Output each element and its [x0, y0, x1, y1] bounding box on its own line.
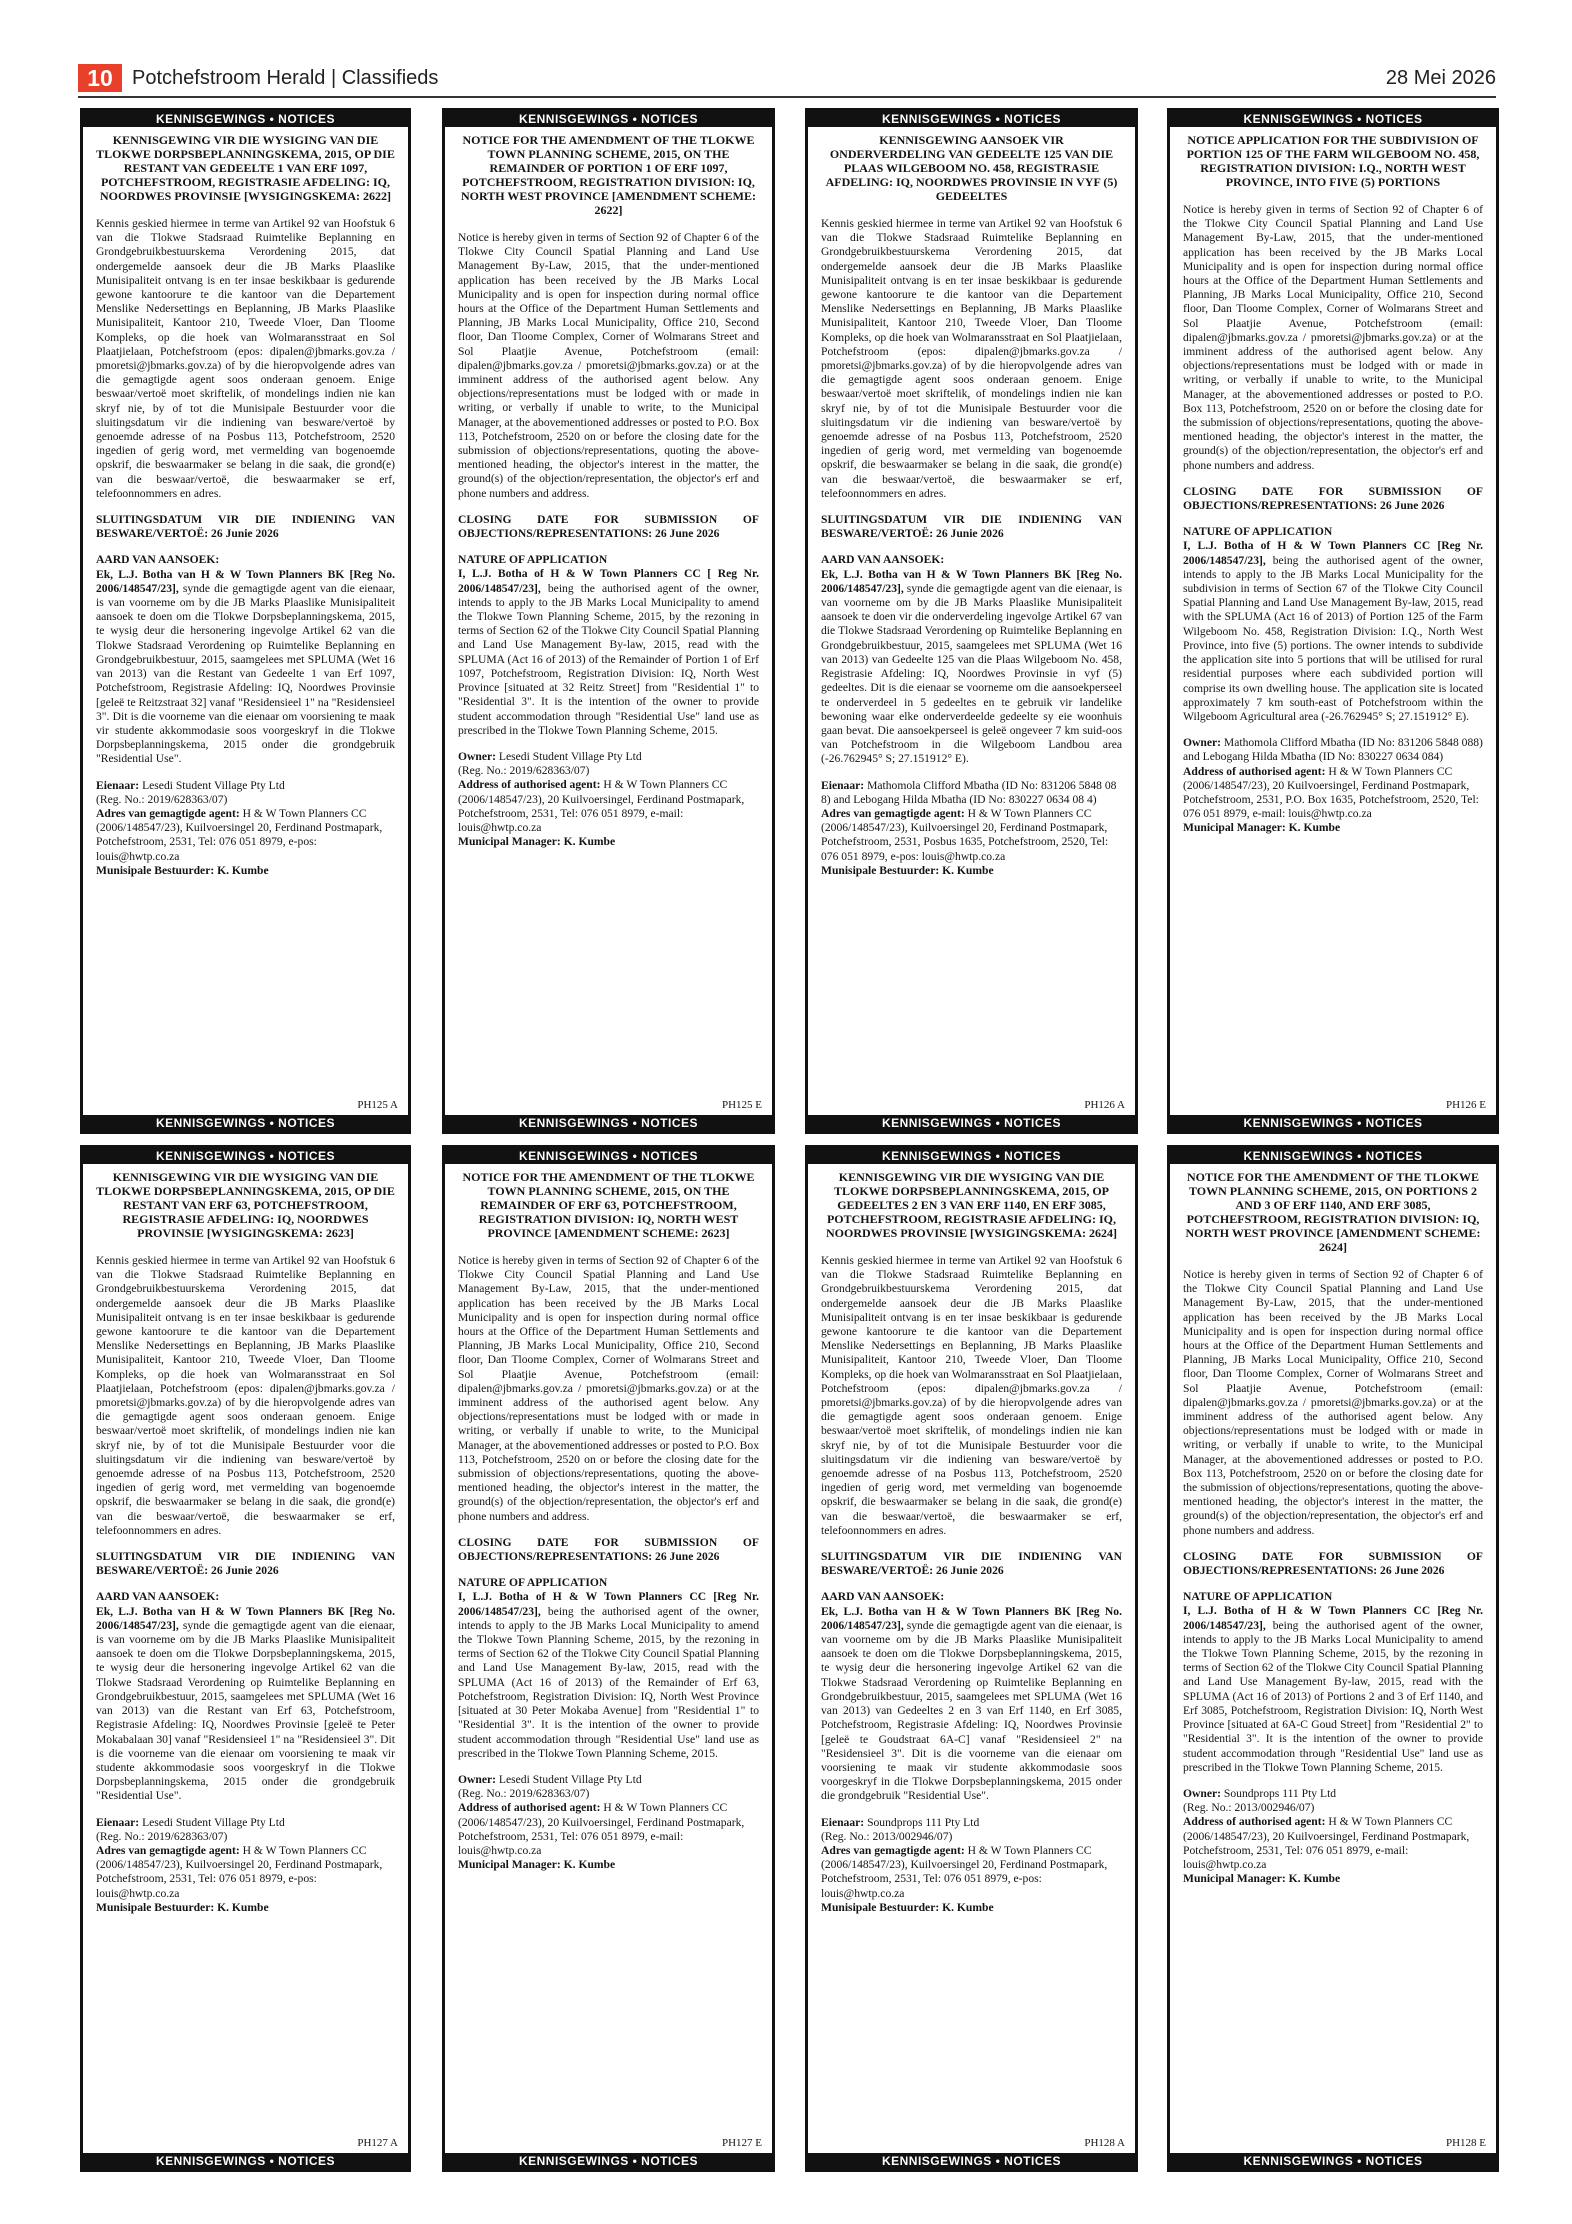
- agent-label: Address of authorised agent:: [1183, 1815, 1326, 1829]
- header-rule: [78, 96, 1496, 98]
- application-lead: Ek, L.J. Botha van H & W Town Planners BK [Reg No. 2006/148547/23],: [821, 567, 1122, 595]
- notice-paragraph: Notice is hereby given in terms of Section 92 of Chapter 6 of the Tlokwe City Council Spatial Planning and Land Use Management By-Law, 2015, that the under-mentioned application has been received by the JB Marks Local Municipality and is open for inspection during normal office hours at the Office of the Department Human Settlements and Planning, JB Marks Local Municipality, Office 210, Second floor, Dan Tloome Complex, Corner of Wolmarans Street and Sol Plaatjie Avenue, Potchefstroom (email: dipalen@jbmarks.gov.za / pmoretsi@jbmarks.gov.za) or at the imminent address of the authorised agent below. Any objections/representations must be lodged with or made in writing, or verbally if unable to write, to the Municipal Manager, at the abovementioned addresses or posted to P.O. Box 113, Potchefstroom, 2520 on or before the closing date for the submission of objections/representations, quoting the above-mentioned heading, the objector's interest in the matter, the ground(s) of the objection/representation, the objector's erf and phone numbers and address.: [458, 231, 759, 500]
- page-number: 10: [78, 64, 122, 92]
- application-heading: NATURE OF APPLICATION: [1183, 525, 1333, 539]
- notices-banner-bottom: KENNISGEWINGS • NOTICES: [1170, 2153, 1496, 2169]
- municipal-manager: Municipal Manager: K. Kumbe: [458, 835, 616, 849]
- application-text: synde die gemagtigde agent van die eienaar, is van voorneme om by die JB Marks Plaaslike Munisipaliteit aansoek te doen om die Tlokwe Dorpsbeplanningskema, 2015, te wysig deur die hersonering ingevolge Artikel 62 van die Tlokwe Stadsraad Verordening op Ruimtelike Beplanning en Grondgebruikbestuur, 2015, saamgelees met SPLUMA (Wet 16 van 2013) van Gedeeltes 2 en 3 van Erf 1140, en Erf 3085, Potchefstroom, Registrasie Afdeling: IQ, Noordwes Provinsie [geleë te Goudstraat 6A-C] vanaf "Residensieel 2" na "Residensieel 3". Dit is die voorneme van die eienaar om voorsiening te maak vir studente akkommodasie soos voorgeskryf in die Tlokwe Dorpsbeplanningskema, 2015 onder die grondgebruik "Residential Use".: [821, 1618, 1122, 1803]
- municipal-manager: Munisipale Bestuurder: K. Kumbe: [96, 1900, 269, 1914]
- closing-date: CLOSING DATE FOR SUBMISSION OF OBJECTIONS/REPRESENTATIONS: 26 June 2026: [1183, 484, 1483, 513]
- publication-title: Potchefstroom Herald | Classifieds: [132, 67, 439, 89]
- notices-banner-bottom: KENNISGEWINGS • NOTICES: [83, 1115, 408, 1131]
- agent-label: Adres van gemagtigde agent:: [821, 806, 965, 820]
- municipal-manager: Municipal Manager: K. Kumbe: [458, 1858, 616, 1872]
- notice-paragraph: Kennis geskied hiermee in terme van Artikel 92 van Hoofstuk 6 van die Tlokwe Stadsraad Ruimtelike Beplanning en Grondgebruikbestuurskema Verordening 2015, dat ondergemelde aansoek deur die JB Marks Plaaslike Munisipaliteit ontvang is en ter insae beskikbaar is gedurende gewone kantoorure te die kantoor van die Departement Menslike Nedersettings en Beplanning, JB Marks Plaaslike Munisipaliteit, Kantoor 210, Tweede Vloer, Dan Tloome Kompleks, op die hoek van Wolmaransstraat en Sol Plaatjielaan, Potchefstroom (epos: dipalen@jbmarks.gov.za / pmoretsi@jbmarks.gov.za) of by die hieropvolgende adres van die gemagtigde agent soos onderaan genoem. Enige beswaar/vertoë moet skriftelik, of mondelings indien nie kan skryf nie, by of tot die Munisipale Bestuurder voor die sluitingsdatum vir die indiening van besware/vertoë by genoemde adresse of na Posbus 113, Potchefstroom, 2520 ingedien of gerig word, met vermelding van bogenoemde opskrif, die beswaarmaker se belang in die saak, die grond(e) van die beswaar/vertoë, die beswaarmaker se erf, telefoonnommers en adres.: [821, 1254, 1122, 1537]
- agent-address: H & W Town Planners CC (2006/148547/23), 20 Kuilvoersingel, Ferdinand Postmapark, Potchefstroom, 2531, Tel: 076 051 8979, e-mail: louis@hwtp.co.za: [458, 1801, 745, 1857]
- registration-number: (Reg. No.: 2013/002946/07): [821, 1829, 953, 1843]
- application-text: synde die gemagtigde agent van die eienaar, is van voorneme om by die JB Marks Plaaslike Munisipaliteit aansoek te doen om die Tlokwe Dorpsbeplanningskema, 2015, te wysig deur die hersonering ingevolge Artikel 62 van die Tlokwe Stadsraad Verordening op Ruimtelike Beplanning en Grondgebruikbestuur, 2015, saamgelees met SPLUMA (Wet 16 van 2013) van die Restant van Gedeelte 1 van Erf 1097, Potchefstroom, Registrasie Afdeling: IQ, Noordwes Provinsie [geleë te Reitzstraat 32] vanaf "Residensieel 1" na "Residensieel 3". Dit is die voorneme van die eienaar om voorsiening te maak vir studente akkommodasie soos voorgeskryf in die Tlokwe Dorpsbeplanningskema, 2015 onder die grondgebruik "Residential Use".: [96, 581, 395, 766]
- notices-banner-bottom: KENNISGEWINGS • NOTICES: [445, 2153, 772, 2169]
- notice-reference: PH126 A: [1084, 1099, 1125, 1111]
- closing-date: CLOSING DATE FOR SUBMISSION OF OBJECTIONS/REPRESENTATIONS: 26 June 2026: [1183, 1549, 1483, 1578]
- notice-body: [83, 1164, 408, 1915]
- application-lead: Ek, L.J. Botha van H & W Town Planners BK [Reg No. 2006/148547/23],: [821, 1604, 1122, 1632]
- owner-name: Lesedi Student Village Pty Ltd: [498, 1772, 642, 1786]
- issue-date: 28 Mei 2026: [1385, 67, 1496, 89]
- agent-address: H & W Town Planners CC (2006/148547/23), Kuilvoersingel 20, Ferdinand Postmapark, Potchefstroom, 2531, Tel: 076 051 8979, e-pos: louis@hwtp.co.za: [96, 806, 383, 863]
- municipal-manager: Munisipale Bestuurder: K. Kumbe: [96, 863, 269, 877]
- notice-paragraph: Notice is hereby given in terms of Section 92 of Chapter 6 of the Tlokwe City Council Spatial Planning and Land Use Management By-Law, 2015, that the under-mentioned application has been received by the JB Marks Local Municipality and is open for inspection during normal office hours at the Office of the Department Human Settlements and Planning, JB Marks Local Municipality, Office 210, Second floor, Dan Tloome Complex, Corner of Wolmarans Street and Sol Plaatjie Avenue, Potchefstroom (email: dipalen@jbmarks.gov.za / pmoretsi@jbmarks.gov.za) or at the imminent address of the authorised agent below. Any objections/representations must be lodged with or made in writing, or verbally if unable to write, to the Municipal Manager, at the abovementioned addresses or posted to P.O. Box 113, Potchefstroom, 2520 on or before the closing date for the submission of objections/representations, quoting the above-mentioned heading, the objector's interest in the matter, the ground(s) of the objection/representation, the objector's erf and phone numbers and address.: [1183, 1268, 1483, 1537]
- application-lead: Ek, L.J. Botha van H & W Town Planners BK [Reg No. 2006/148547/23],: [96, 1604, 395, 1632]
- notice-body: [1170, 127, 1496, 836]
- municipal-manager: Municipal Manager: K. Kumbe: [1183, 1872, 1341, 1886]
- notice-body: [808, 127, 1135, 878]
- page-header: [78, 64, 1496, 94]
- agent-address: H & W Town Planners CC (2006/148547/23), 20 Kuilvoersingel, Ferdinand Postmapark, Potchefstroom, 2531, Tel: 076 051 8979, e-mail: louis@hwtp.co.za: [458, 778, 745, 834]
- notices-banner-bottom: KENNISGEWINGS • NOTICES: [83, 2153, 408, 2169]
- municipal-manager: Munisipale Bestuurder: K. Kumbe: [821, 863, 994, 877]
- notice-paragraph: Kennis geskied hiermee in terme van Artikel 92 van Hoofstuk 6 van die Tlokwe Stadsraad Ruimtelike Beplanning en Grondgebruikbestuurskema Verordening 2015, dat ondergemelde aansoek deur die JB Marks Plaaslike Munisipaliteit ontvang is en ter insae beskikbaar is gedurende gewone kantoorure te die kantoor van die Departement Menslike Nedersettings en Beplanning, JB Marks Plaaslike Munisipaliteit, Kantoor 210, Tweede Vloer, Dan Tloome Kompleks, op die hoek van Wolmaransstraat en Sol Plaatjielaan, Potchefstroom (epos: dipalen@jbmarks.gov.za / pmoretsi@jbmarks.gov.za) of by die hieropvolgende adres van die gemagtigde agent soos onderaan genoem. Enige beswaar/vertoë moet skriftelik, of mondelings indien nie kan skryf nie, by of tot die Munisipale Bestuurder voor die sluitingsdatum vir die indiening van besware/vertoë by genoemde adresse of na Posbus 113, Potchefstroom, 2520 ingedien of gerig word, met vermelding van bogenoemde opskrif, die beswaarmaker se belang in die saak, die grond(e) van die beswaar/vertoë, die beswaarmaker se erf, telefoonnommers en adres.: [821, 217, 1122, 500]
- application-heading: AARD VAN AANSOEK:: [821, 553, 945, 567]
- notice-paragraph: Kennis geskied hiermee in terme van Artikel 92 van Hoofstuk 6 van die Tlokwe Stadsraad Ruimtelike Beplanning en Grondgebruikbestuurskema Verordening 2015, dat ondergemelde aansoek deur die JB Marks Plaaslike Munisipaliteit ontvang is en ter insae beskikbaar is gedurende gewone kantoorure te die kantoor van die Departement Menslike Nedersettings en Beplanning, JB Marks Plaaslike Munisipaliteit, Kantoor 210, Tweede Vloer, Dan Tloome Kompleks, op die hoek van Wolmaransstraat en Sol Plaatjielaan, Potchefstroom (epos: dipalen@jbmarks.gov.za / pmoretsi@jbmarks.gov.za) of by die hieropvolgende adres van die gemagtigde agent soos onderaan genoem. Enige beswaar/vertoë moet skriftelik, of mondelings indien nie kan skryf nie, by of tot die Munisipale Bestuurder voor die sluitingsdatum vir die indiening van besware/vertoë by genoemde adresse of na Posbus 113, Potchefstroom, 2520 ingedien of gerig word, met vermelding van bogenoemde opskrif, die beswaarmaker se belang in die saak, die grond(e) van die beswaar/vertoë, die beswaarmaker se erf, telefoonnommers en adres.: [96, 1254, 395, 1537]
- closing-date: SLUITINGSDATUM VIR DIE INDIENING VAN BESWARE/VERTOË: 26 Junie 2026: [96, 1550, 395, 1578]
- owner-name: Lesedi Student Village Pty Ltd: [142, 1815, 285, 1829]
- application-lead: I, L.J. Botha of H & W Town Planners CC [Reg Nr. 2006/148547/23],: [1183, 539, 1483, 567]
- notice-box: [805, 1145, 1138, 2172]
- closing-date: SLUITINGSDATUM VIR DIE INDIENING VAN BESWARE/VERTOË: 26 Junie 2026: [96, 513, 395, 541]
- agent-address: H & W Town Planners CC (2006/148547/23), Kuilvoersingel 20, Ferdinand Postmapark, Potchefstroom, 2531, Tel: 076 051 8979, e-pos: louis@hwtp.co.za: [821, 1843, 1108, 1900]
- agent-label: Address of authorised agent:: [1183, 764, 1326, 778]
- notice-box: [805, 108, 1138, 1134]
- notice-title: KENNISGEWING AANSOEK VIR ONDERVERDELING VAN GEDEELTE 125 VAN DIE PLAAS WILGEBOOM NO. 458, REGISTRASIE AFDELING: IQ, NOORDWES PROVINSIE IN VYF (5) GEDEELTES: [825, 133, 1118, 203]
- application-heading: AARD VAN AANSOEK:: [96, 553, 220, 567]
- application-lead: I, L.J. Botha of H & W Town Planners CC [Reg Nr. 2006/148547/23],: [1183, 1604, 1483, 1632]
- owner-name: Soundprops 111 Pty Ltd: [1223, 1786, 1337, 1800]
- closing-date: SLUITINGSDATUM VIR DIE INDIENING VAN BESWARE/VERTOË: 26 Junie 2026: [821, 1550, 1122, 1578]
- notice-title: KENNISGEWING VIR DIE WYSIGING VAN DIE TLOKWE DORPSBEPLANNINGSKEMA, 2015, OP GEDEELTES 2 EN 3 VAN ERF 1140, EN ERF 3085, POTCHEFSTROOM, REGISTRASIE AFDELING: IQ, NOORDWES PROVINSIE [WYSIGINGSKEMA: 2624]: [825, 1170, 1118, 1240]
- notice-body: [808, 1164, 1135, 1915]
- notice-body: [445, 1164, 772, 1872]
- application-text: being the authorised agent of the owner, intends to apply to the JB Marks Local Municipality to amend the Tlokwe Town Planning Scheme, 2015, by the rezoning in terms of Section 62 of the Tlokwe City Council Spatial Planning and Land Use Management By-law, 2015, read with the SPLUMA (Act 16 of 2013) of Portions 2 and 3 of Erf 1140, and Erf 3085, Potchefstroom, Registration Division: IQ, North West Province [situated at 6A-C Goud Street] from "Residential 2" to "Residential 3". It is the intention of the owner to provide student accommodation through "Residential Use" land use as prescribed in the Tlokwe Town Planning Scheme, 2015.: [1183, 1618, 1483, 1774]
- agent-label: Address of authorised agent:: [458, 778, 601, 792]
- notice-reference: PH127 A: [357, 2137, 398, 2149]
- closing-date: SLUITINGSDATUM VIR DIE INDIENING VAN BESWARE/VERTOË: 26 Junie 2026: [821, 513, 1122, 541]
- application-text: being the authorised agent of the owner, intends to apply to the JB Marks Local Municipality to amend the Tlokwe Town Planning Scheme, 2015, by the rezoning in terms of Section 62 of the Tlokwe City Council Spatial Planning and Land Use Management By-law, 2015, read with the SPLUMA (Act 16 of 2013) of the Remainder of Portion 1 of Erf 1097, Potchefstroom, Registration Division: IQ, North West Province [situated at 32 Reitz Street] from "Residential 1" to "Residential 3". It is the intention of the owner to provide student accommodation through "Residential Use" land use as prescribed in the Tlokwe Town Planning Scheme, 2015.: [458, 581, 759, 737]
- owner-label: Owner:: [458, 749, 496, 763]
- application-text: synde die gemagtigde agent van die eienaar, is van voorneme om by die JB Marks Plaaslike Munisipaliteit aansoek te doen vir die onderverdeling ingevolge Artikel 67 van die Tlokwe Stadsraad Verordening op Ruimtelike Beplanning en Grondgebruikbestuur, 2015, saamgelees met SPLUMA (Wet 16 van 2013) van Gedeelte 125 van die Plaas Wilgeboom No. 458, Registrasie Afdeling: IQ, Noordwes Provinsie in vyf (5) gedeeltes. Dit is die eienaar se voorneme om die aansoekperseel te onderverdeel in 5 gedeeltes en te gebruik vir landelike bewoning waar elke onderverdeelde gedeelte sy eie woonhuis gaan bevat. Die aansoekperseel is geleë ongeveer 7 km suid-oos van Potchefstroom in die Wilgeboom Landbou area (-26.762945° S; 27.151912° E).: [821, 581, 1122, 766]
- agent-address: H & W Town Planners CC (2006/148547/23), Kuilvoersingel 20, Ferdinand Postmapark, Potchefstroom, 2531, Tel: 076 051 8979, e-pos: louis@hwtp.co.za: [96, 1843, 383, 1900]
- notice-paragraph: Kennis geskied hiermee in terme van Artikel 92 van Hoofstuk 6 van die Tlokwe Stadsraad Ruimtelike Beplanning en Grondgebruikbestuurskema Verordening 2015, dat ondergemelde aansoek deur die JB Marks Plaaslike Munisipaliteit ontvang is en ter insae beskikbaar is gedurende gewone kantoorure te die kantoor van die Departement Menslike Nedersettings en Beplanning, JB Marks Plaaslike Munisipaliteit, Kantoor 210, Tweede Vloer, Dan Tloome Kompleks, op die hoek van Wolmaransstraat en Sol Plaatjielaan, Potchefstroom (epos: dipalen@jbmarks.gov.za / pmoretsi@jbmarks.gov.za) of by die hieropvolgende adres van die gemagtigde agent soos onderaan genoem. Enige beswaar/vertoë moet skriftelik, of mondelings indien nie kan skryf nie, by of tot die Munisipale Bestuurder voor die sluitingsdatum vir die indiening van besware/vertoë by genoemde adresse of na Posbus 113, Potchefstroom, 2520 ingedien of gerig word, met vermelding van bogenoemde opskrif, die beswaarmaker se belang in die saak, die grond(e) van die beswaar/vertoë, die beswaarmaker se erf, telefoonnommers en adres.: [96, 217, 395, 500]
- owner-name: Mathomola Clifford Mbatha (ID No: 831206 5848 088) and Lebogang Hilda Mbatha (ID No: 830227 0634 084): [1183, 736, 1483, 764]
- notice-box: [442, 108, 775, 1134]
- notice-reference: PH128 A: [1084, 2137, 1125, 2149]
- notice-box: [442, 1145, 775, 2172]
- notices-banner-top: KENNISGEWINGS • NOTICES: [808, 111, 1135, 127]
- application-heading: AARD VAN AANSOEK:: [821, 1590, 945, 1604]
- agent-label: Adres van gemagtigde agent:: [821, 1843, 965, 1857]
- application-text: synde die gemagtigde agent van die eienaar, is van voorneme om by die JB Marks Plaaslike Munisipaliteit aansoek te doen om die Tlokwe Dorpsbeplanningskema, 2015, te wysig deur die hersonering ingevolge Artikel 62 van die Tlokwe Stadsraad Verordening op Ruimtelike Beplanning en Grondgebruikbestuur, 2015, saamgelees met SPLUMA (Wet 16 van 2013) van die Restant van Erf 63, Potchefstroom, Registrasie Afdeling: IQ, Noordwes Provinsie [geleë te Peter Mokabalaan 30] vanaf "Residensieel 1" na "Residensieel 3". Dit is die voorneme van die eienaar om voorsiening te maak vir studente akkommodasie soos voorgeskryf in die Tlokwe Dorpsbeplanningskema, 2015 onder die grondgebruik "Residential Use".: [96, 1618, 395, 1803]
- notice-title: KENNISGEWING VIR DIE WYSIGING VAN DIE TLOKWE DORPSBEPLANNINGSKEMA, 2015, OP DIE RESTANT VAN ERF 63, POTCHEFSTROOM, REGISTRASIE AFDELING: IQ, NOORDWES PROVINSIE [WYSIGINGSKEMA: 2623]: [96, 1170, 395, 1240]
- notices-banner-bottom: KENNISGEWINGS • NOTICES: [445, 1115, 772, 1131]
- registration-number: (Reg. No.: 2013/002946/07): [1183, 1801, 1315, 1815]
- closing-date: CLOSING DATE FOR SUBMISSION OF OBJECTIONS/REPRESENTATIONS: 26 June 2026: [458, 1535, 759, 1564]
- owner-label: Eienaar:: [821, 778, 865, 792]
- registration-number: (Reg. No.: 2019/628363/07): [96, 1829, 228, 1843]
- municipal-manager: Munisipale Bestuurder: K. Kumbe: [821, 1900, 994, 1914]
- notices-banner-top: KENNISGEWINGS • NOTICES: [445, 111, 772, 127]
- application-heading: AARD VAN AANSOEK:: [96, 1590, 220, 1604]
- notice-box: [1167, 1145, 1499, 2172]
- municipal-manager: Municipal Manager: K. Kumbe: [1183, 821, 1341, 835]
- application-heading: NATURE OF APPLICATION: [458, 553, 608, 567]
- notice-reference: PH125 E: [721, 1099, 762, 1111]
- registration-number: (Reg. No.: 2019/628363/07): [96, 792, 228, 806]
- owner-name: Lesedi Student Village Pty Ltd: [498, 749, 642, 763]
- owner-label: Owner:: [1183, 1786, 1221, 1800]
- notice-title: NOTICE APPLICATION FOR THE SUBDIVISION OF PORTION 125 OF THE FARM WILGEBOOM NO. 458, REGISTRATION DIVISION: I.Q., NORTH WEST PROVINCE, INTO FIVE (5) PORTIONS: [1186, 133, 1480, 189]
- registration-number: (Reg. No.: 2019/628363/07): [458, 1787, 590, 1801]
- application-lead: I, L.J. Botha of H & W Town Planners CC [ Reg Nr. 2006/148547/23],: [458, 567, 759, 595]
- agent-address: H & W Town Planners CC (2006/148547/23), 20 Kuilvoersingel, Ferdinand Postmapark, Potchefstroom, 2531, P.O. Box 1635, Potchefstroom, 2520, Tel: 076 051 8979, e-mail: louis@hwtp.co.za: [1183, 764, 1479, 821]
- notice-reference: PH125 A: [357, 1099, 398, 1111]
- notice-body: [445, 127, 772, 849]
- application-heading: NATURE OF APPLICATION: [1183, 1590, 1333, 1604]
- notice-reference: PH127 E: [721, 2137, 762, 2149]
- agent-address: H & W Town Planners CC (2006/148547/23), Kuilvoersingel 20, Ferdinand Postmapark, Potchefstroom, 2531, Posbus 1635, Potchefstroom, 2520, Tel: 076 051 8979, e-pos: louis@hwtp.co.za: [821, 806, 1109, 863]
- owner-label: Eienaar:: [821, 1815, 865, 1829]
- agent-label: Adres van gemagtigde agent:: [96, 1843, 240, 1857]
- agent-label: Adres van gemagtigde agent:: [96, 806, 240, 820]
- registration-number: (Reg. No.: 2019/628363/07): [458, 764, 590, 778]
- notice-box: [80, 1145, 411, 2172]
- notices-banner-top: KENNISGEWINGS • NOTICES: [808, 1148, 1135, 1164]
- owner-label: Owner:: [1183, 736, 1221, 750]
- agent-label: Address of authorised agent:: [458, 1801, 601, 1815]
- notice-box: [80, 108, 411, 1134]
- owner-label: Eienaar:: [96, 778, 140, 792]
- notice-title: KENNISGEWING VIR DIE WYSIGING VAN DIE TLOKWE DORPSBEPLANNINGSKEMA, 2015, OP DIE RESTANT VAN GEDEELTE 1 VAN ERF 1097, POTCHEFSTROOM, REGISTRASIE AFDELING: IQ, NOORDWES PROVINSIE [WYSIGINGSKEMA: 2622]: [96, 133, 395, 203]
- owner-name: Lesedi Student Village Pty Ltd: [142, 778, 285, 792]
- application-text: being the authorised agent of the owner, intends to apply to the JB Marks Local Municipality for the subdivision in terms of Section 67 of the Tlokwe City Council Spatial Planning and Land Use Management By-law, 2015, read with the SPLUMA (Act 16 of 2013) of Portion 125 of the Farm Wilgeboom No. 458, Registration Division: I.Q., North West Province, into five (5) portions. The owner intends to subdivide the application site into 5 portions that will be utilised for rural residential purposes where each subdivided portion will comprise its own dwelling house. The application site is located approximately 7 km south-east of Potchefstroom within the Wilgeboom Agricultural area (-26.762945° S; 27.151912° E).: [1183, 553, 1483, 723]
- notice-reference: PH128 E: [1445, 2137, 1486, 2149]
- notice-body: [83, 127, 408, 878]
- notices-banner-top: KENNISGEWINGS • NOTICES: [83, 1148, 408, 1164]
- notice-title: NOTICE FOR THE AMENDMENT OF THE TLOKWE TOWN PLANNING SCHEME, 2015, ON PORTIONS 2 AND 3 OF ERF 1140, AND ERF 3085, POTCHEFSTROOM, REGISTRATION DIVISION: IQ, NORTH WEST PROVINCE [AMENDMENT SCHEME: 2624]: [1185, 1170, 1481, 1254]
- notices-banner-top: KENNISGEWINGS • NOTICES: [1170, 111, 1496, 127]
- notices-banner-top: KENNISGEWINGS • NOTICES: [83, 111, 408, 127]
- closing-date: CLOSING DATE FOR SUBMISSION OF OBJECTIONS/REPRESENTATIONS: 26 June 2026: [458, 512, 759, 541]
- notices-banner-bottom: KENNISGEWINGS • NOTICES: [1170, 1115, 1496, 1131]
- owner-label: Eienaar:: [96, 1815, 140, 1829]
- application-lead: I, L.J. Botha of H & W Town Planners CC [Reg Nr. 2006/148547/23],: [458, 1590, 759, 1618]
- notices-banner-top: KENNISGEWINGS • NOTICES: [445, 1148, 772, 1164]
- notice-box: [1167, 108, 1499, 1134]
- notice-body: [1170, 1164, 1496, 1886]
- owner-label: Owner:: [458, 1772, 496, 1786]
- notice-title: NOTICE FOR THE AMENDMENT OF THE TLOKWE TOWN PLANNING SCHEME, 2015, ON THE REMAINDER OF PORTION 1 OF ERF 1097, POTCHEFSTROOM, REGISTRATION DIVISION: IQ, NORTH WEST PROVINCE [AMENDMENT SCHEME: 2622]: [461, 133, 756, 217]
- notices-banner-top: KENNISGEWINGS • NOTICES: [1170, 1148, 1496, 1164]
- owner-name: Soundprops 111 Pty Ltd: [867, 1815, 980, 1829]
- notices-banner-bottom: KENNISGEWINGS • NOTICES: [808, 1115, 1135, 1131]
- notices-banner-bottom: KENNISGEWINGS • NOTICES: [808, 2153, 1135, 2169]
- notice-paragraph: Notice is hereby given in terms of Section 92 of Chapter 6 of the Tlokwe City Council Spatial Planning and Land Use Management By-Law, 2015, that the under-mentioned application has been received by the JB Marks Local Municipality and is open for inspection during normal office hours at the Office of the Department Human Settlements and Planning, JB Marks Local Municipality, Office 210, Second floor, Dan Tloome Complex, Corner of Wolmarans Street and Sol Plaatjie Avenue, Potchefstroom (email: dipalen@jbmarks.gov.za / pmoretsi@jbmarks.gov.za) or at the imminent address of the authorised agent below. Any objections/representations must be lodged with or made in writing, or verbally if unable to write, to the Municipal Manager, at the abovementioned addresses or posted to P.O. Box 113, Potchefstroom, 2520 on or before the closing date for the submission of objections/representations, quoting the above-mentioned heading, the objector's interest in the matter, the ground(s) of the objection/representation, the objector's erf and phone numbers and address.: [1183, 203, 1483, 472]
- application-lead: Ek, L.J. Botha van H & W Town Planners BK [Reg No. 2006/148547/23],: [96, 567, 395, 595]
- notice-reference: PH126 E: [1445, 1099, 1486, 1111]
- application-text: being the authorised agent of the owner, intends to apply to the JB Marks Local Municipality to amend the Tlokwe Town Planning Scheme, 2015, by the rezoning in terms of Section 62 of the Tlokwe City Council Spatial Planning and Land Use Management By-law, 2015, read with the SPLUMA (Act 16 of 2013) of the Remainder of Erf 63, Potchefstroom, Registration Division: IQ, North West Province [situated at 30 Peter Mokaba Avenue] from "Residential 1" to "Residential 3". It is the intention of the owner to provide student accommodation through "Residential Use" land use as prescribed in the Tlokwe Town Planning Scheme, 2015.: [458, 1604, 759, 1760]
- notice-paragraph: Notice is hereby given in terms of Section 92 of Chapter 6 of the Tlokwe City Council Spatial Planning and Land Use Management By-Law, 2015, that the under-mentioned application has been received by the JB Marks Local Municipality and is open for inspection during normal office hours at the Office of the Department Human Settlements and Planning, JB Marks Local Municipality, Office 210, Second floor, Dan Tloome Complex, Corner of Wolmarans Street and Sol Plaatjie Avenue, Potchefstroom (email: dipalen@jbmarks.gov.za / pmoretsi@jbmarks.gov.za) or at the imminent address of the authorised agent below. Any objections/representations must be lodged with or made in writing, or verbally if unable to write, to the Municipal Manager, at the abovementioned addresses or posted to P.O. Box 113, Potchefstroom, 2520 on or before the closing date for the submission of objections/representations, quoting the above-mentioned heading, the objector's interest in the matter, the ground(s) of the objection/representation, the objector's erf and phone numbers and address.: [458, 1254, 759, 1523]
- application-heading: NATURE OF APPLICATION: [458, 1576, 608, 1590]
- owner-name: Mathomola Clifford Mbatha (ID No: 831206 5848 08 8) and Lebogang Hilda Mbatha (ID No: 830227 0634 08 4): [821, 778, 1117, 806]
- agent-address: H & W Town Planners CC (2006/148547/23), 20 Kuilvoersingel, Ferdinand Postmapark, Potchefstroom, 2531, Tel: 076 051 8979, e-mail: louis@hwtp.co.za: [1183, 1815, 1470, 1871]
- notice-title: NOTICE FOR THE AMENDMENT OF THE TLOKWE TOWN PLANNING SCHEME, 2015, ON THE REMAINDER OF ERF 63, POTCHEFSTROOM, REGISTRATION DIVISION: IQ, NORTH WEST PROVINCE [AMENDMENT SCHEME: 2623]: [462, 1170, 755, 1240]
